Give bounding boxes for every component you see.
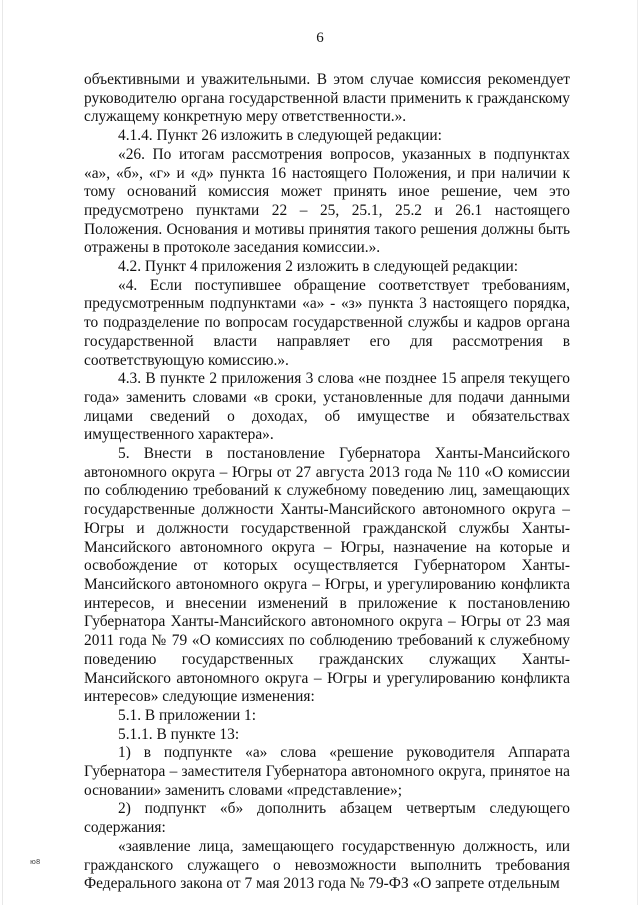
paragraph-continuation: объективными и уважительными. В этом случае комиссия рекомендует руководителю органа государственной власти применить к гражданскому служащему конкретную меру ответственности.». bbox=[84, 71, 570, 126]
paragraph-4-2: 4.2. Пункт 4 приложения 2 изложить в следующей редакции: bbox=[118, 258, 518, 276]
page-number: 6 bbox=[316, 30, 324, 46]
paragraph-26-text: «26. По итогам рассмотрения вопросов, указанных в подпунктах «а», «б», «г» и «д» пункта 16 настоящего Положения, и при наличии к тому оснований комиссия может принять иное решение, чем это предусмотрено пунктами 22 – 25, 25.1, 25.2 и 26.1 настоящего Положения. Основания и мотивы принятия такого решения должны быть отражены в протоколе заседания комиссии.». bbox=[84, 145, 570, 257]
paragraph-5-1: 5.1. В приложении 1: bbox=[118, 706, 256, 724]
paragraph-5-1-1: 5.1.1. В пункте 13: bbox=[118, 725, 240, 743]
paragraph-quote: «заявление лица, замещающего государственную должность, или гражданского служащего о невозможности выполнить требования Федерального закона от 7 мая 2013 года № 79-ФЗ «О запрете отдельным bbox=[84, 837, 570, 893]
paragraph-4-1-4: 4.1.4. Пункт 26 изложить в следующей редакции: bbox=[118, 127, 442, 145]
paragraph-item-1: 1) в подпункте «а» слова «решение руководителя Аппарата Губернатора – заместителя Губернатора автономного округа, принятое на основании» заменить словами «представление»; bbox=[84, 744, 570, 799]
paragraph-4-text: «4. Если поступившее обращение соответствует требованиям, предусмотренным подпунктами «а» - «з» пункта 3 настоящего порядка, то подразделение по вопросам государственной службы и кадров органа государственной власти направляет его для рассмотрения в соответствующую комиссию.». bbox=[84, 276, 570, 369]
scan-edge-left bbox=[2, 0, 3, 905]
footer-mark: ю8 bbox=[30, 858, 41, 866]
paragraph-item-2: 2) подпункт «б» дополнить абзацем четвертым следующего содержания: bbox=[84, 800, 570, 837]
paragraph-4-3: 4.3. В пункте 2 приложения 3 слова «не позднее 15 апреля текущего года» заменить словами «в сроки, установленные для подачи данными лицами сведений о доходах, об имуществе и обязательствах имущественного характера». bbox=[84, 370, 570, 444]
document-body bbox=[84, 71, 570, 894]
paragraph-5: 5. Внести в постановление Губернатора Ханты-Мансийского автономного округа – Югры от 27 августа 2013 года № 110 «О комиссии по соблюдению требований к служебному поведению лиц, замещающих государственные должности Ханты-Мансийского автономного округа – Югры и должности государственной гражданской службы Ханты-Мансийского автономного округа – Югры, назначение на которые и освобождение от которых осуществляется Губернатором Ханты-Мансийского автономного округа – Югры, и урегулированию конфликта интересов, и внесении изменений в приложение к постановлению Губернатора Ханты-Мансийского автономного округа – Югры от 23 мая 2011 года № 79 «О комиссиях по соблюдению требований к служебному поведению государственных гражданских служащих Ханты-Мансийского автономного округа – Югры и урегулированию конфликта интересов» следующие изменения: bbox=[84, 445, 570, 706]
scan-edge-right bbox=[637, 0, 638, 905]
